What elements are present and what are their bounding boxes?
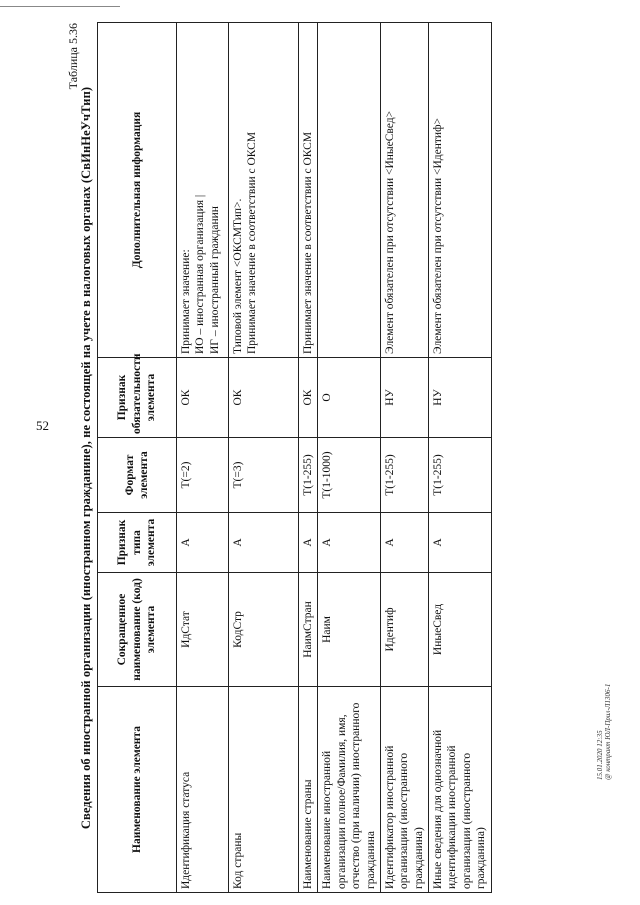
cell-short-name: Идентиф	[380, 573, 428, 687]
cell-additional-info	[229, 23, 299, 358]
info-line: Принимает значение:	[180, 249, 192, 354]
cell-format: T(1-1000)	[318, 438, 381, 513]
cell-format: T(=2)	[177, 438, 229, 513]
header-type-flag: Признак типа элемента	[98, 513, 177, 573]
table-label: Таблица 5.36	[66, 23, 80, 90]
info-line: Принимает значение в соответствии с ОКСМ	[246, 131, 259, 354]
cell-required-flag: О	[318, 358, 381, 438]
info-line: ИГ – иностранный гражданин	[208, 206, 221, 354]
cell-format: T(=3)	[229, 438, 299, 513]
cell-short-name: НаимСтран	[299, 573, 318, 687]
info-line: Элемент обязателен при отсутствии <Идентиф>	[432, 117, 444, 354]
cell-short-name: ИныеСвед	[429, 573, 492, 687]
cell-type-flag: А	[318, 513, 381, 573]
header-additional-info: Дополнительная информация	[98, 23, 177, 358]
header-name: Наименование элемента	[98, 687, 177, 893]
footer-stamp-date: 15.01.2020 12:35	[596, 730, 604, 780]
header-required-flag: Признак обязательности элемента	[98, 358, 177, 438]
cell-type-flag: А	[380, 513, 428, 573]
page-number: 52	[36, 418, 49, 433]
rotated-table-region	[66, 23, 586, 893]
cell-type-flag: А	[229, 513, 299, 573]
info-line: ИО – иностранная организация |	[194, 194, 207, 354]
info-line: Типовой элемент <ОКСМТип>.	[232, 198, 244, 354]
cell-required-flag: ОК	[177, 358, 229, 438]
cell-type-flag: А	[177, 513, 229, 573]
header-short-name: Сокращенное наименование (код) элемента	[98, 573, 177, 687]
cell-type-flag: А	[299, 513, 318, 573]
cell-additional-info	[380, 23, 428, 358]
table-row	[318, 23, 381, 893]
cell-additional-info	[318, 23, 381, 358]
table-row	[229, 23, 299, 893]
info-line: Элемент обязателен при отсутствии <ИныеСвед>	[383, 110, 396, 354]
cell-required-flag: ОК	[299, 358, 318, 438]
cell-short-name: ИдСтат	[177, 573, 229, 687]
cell-additional-info	[429, 23, 492, 358]
table-row	[177, 23, 229, 893]
cell-format: T(1-255)	[429, 438, 492, 513]
cell-required-flag: ОК	[229, 358, 299, 438]
cell-name: Иные сведения для однозначной идентификации иностранной организации (иностранного гражданина)	[429, 687, 492, 893]
table-row	[380, 23, 428, 893]
cell-additional-info	[177, 23, 229, 358]
info-line: Принимает значение в соответствии с ОКСМ	[302, 131, 314, 354]
footer-stamp-code: @ контракт ЮЛ-Прил-Л1306-1	[604, 683, 613, 780]
cell-short-name: Наим	[318, 573, 381, 687]
spec-table	[97, 22, 492, 893]
table-row	[299, 23, 318, 893]
table-row	[429, 23, 492, 893]
cell-type-flag: А	[429, 513, 492, 573]
cell-name: Идентификация статуса	[177, 687, 229, 893]
cell-name: Код страны	[229, 687, 299, 893]
cell-short-name: КодСтр	[229, 573, 299, 687]
cell-format: T(1-255)	[299, 438, 318, 513]
header-row	[98, 23, 177, 893]
cell-required-flag: НУ	[380, 358, 428, 438]
header-format: Формат элемента	[98, 438, 177, 513]
cell-additional-info	[299, 23, 318, 358]
cell-name: Идентификатор иностранной организации (иностранного гражданина)	[380, 687, 428, 893]
cell-name: Наименование страны	[299, 687, 318, 893]
footer-stamp	[596, 672, 613, 780]
cell-required-flag: НУ	[429, 358, 492, 438]
table-title: Сведения об иностранной организации (иностранном гражданине), не состоящей на учете в налоговых органах (СвИнНеУчТип)	[79, 86, 93, 830]
cell-format: T(1-255)	[380, 438, 428, 513]
cell-name: Наименование иностранной организации полное/Фамилия, имя, отчество (при наличии) иностранного гражданина	[318, 687, 381, 893]
top-rule	[0, 6, 120, 7]
